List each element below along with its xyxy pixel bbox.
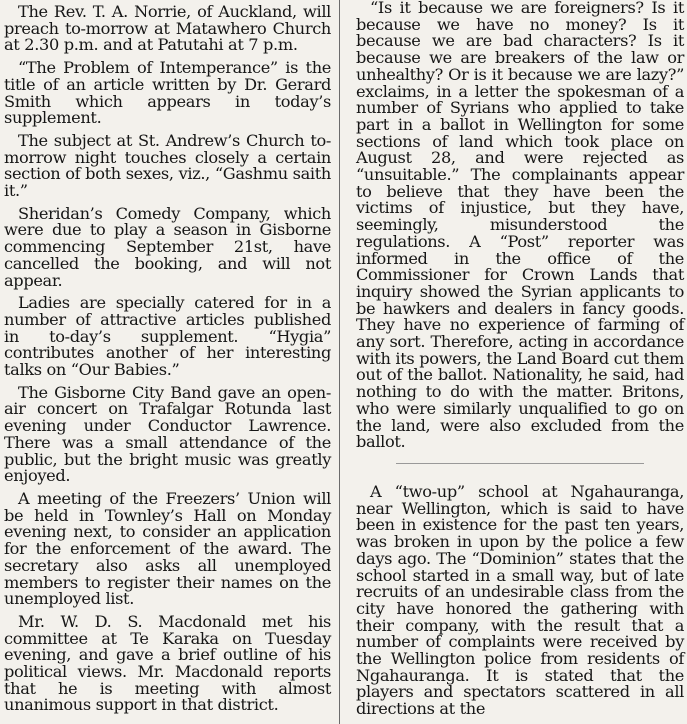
paragraph-ladies-supplement: Ladies are specially catered for in a number of attractive articles published in to-day’s supplement. “Hygia” contributes another of her interesting talks on “Our Babies.” bbox=[4, 293, 331, 380]
left-column bbox=[0, 0, 334, 724]
paragraph-freezers-union: A meeting of the Freezers’ Union will be held in Townley’s Hall on Monday evening next, to consider an application for the enforcement of the award. The secretary also asks all unemployed members to register their names on the unemployed list. bbox=[4, 488, 331, 609]
column-rule bbox=[339, 0, 340, 724]
article-separator bbox=[396, 463, 644, 464]
paragraph-macdonald: Mr. W. D. S. Macdonald met his committee at Te Karaka on Tuesday evening, and gave a brief outline of his political views. Mr. Macdonald reports that he is meeting with almost unanimous support in that district. bbox=[4, 611, 331, 715]
paragraph-syrians-ballot: “Is it because we are foreigners? Is it because we have no money? Is it because we are bad characters? Is it because we are breakers of the law or unhealthy? Or is it because we are lazy?” exclaims, in a letter the spokesman of a number of Syrians who applied to take part in a ballot in Wellington for some sections of land which took place on August 28, and were rejected as “unsuitable.” The complainants appear to believe that they have been the victims of injustice, but they have, seemingly, misunderstood the regulations. A “Post” reporter was informed in the office of the Commissioner for Crown Lands that inquiry showed the Syrian applicants to be hawkers and dealers in fancy goods. They have no experience of farming of any sort. Therefore, acting in accordance with its powers, the Land Board cut them out of the ballot. Nationality, he said, had nothing to do with the matter. Britons, who were similarly unqualified to go on the land, were also excluded from the ballot. bbox=[356, 0, 684, 452]
paragraph-st-andrews-church: The subject at St. Andrew’s Church to-morrow night touches closely a certain section of both sexes, viz., “Gashmu saith it.” bbox=[4, 130, 331, 201]
paragraph-problem-of-intemperance: “The Problem of Intemperance” is the title of an article written by Dr. Gerard Smith which appears in today’s supplement. bbox=[4, 58, 331, 128]
paragraph-city-band: The Gisborne City Band gave an open-air concert on Trafalgar Rotunda last evening under Conductor Lawrence. There was a small attendance of the public, but the bright music was greatly enjoyed. bbox=[4, 382, 331, 486]
right-column bbox=[346, 0, 687, 724]
paragraph-two-up-school: A “two-up” school at Ngahauranga, near Wellington, which is said to have been in existence for the past ten years, was broken in upon by the police a few days ago. The “Dominion” states that the school started in a small way, but of late recruits of an undesirable class from the city have honored the gathering with their company, with the result that a number of complaints were received by the Wellington police from residents of Ngahauranga. It is stated that the players and spectators scattered in all directions at the bbox=[356, 481, 684, 719]
paragraph-sheridans-comedy: Sheridan’s Comedy Company, which were due to play a season in Gisborne commencing September 21st, have cancelled the booking, and will not appear. bbox=[4, 203, 331, 290]
paragraph-rev-norrie: The Rev. T. A. Norrie, of Auckland, will preach to-morrow at Matawhero Church at 2.30 p.m. and at Patutahi at 7 p.m. bbox=[4, 2, 331, 55]
